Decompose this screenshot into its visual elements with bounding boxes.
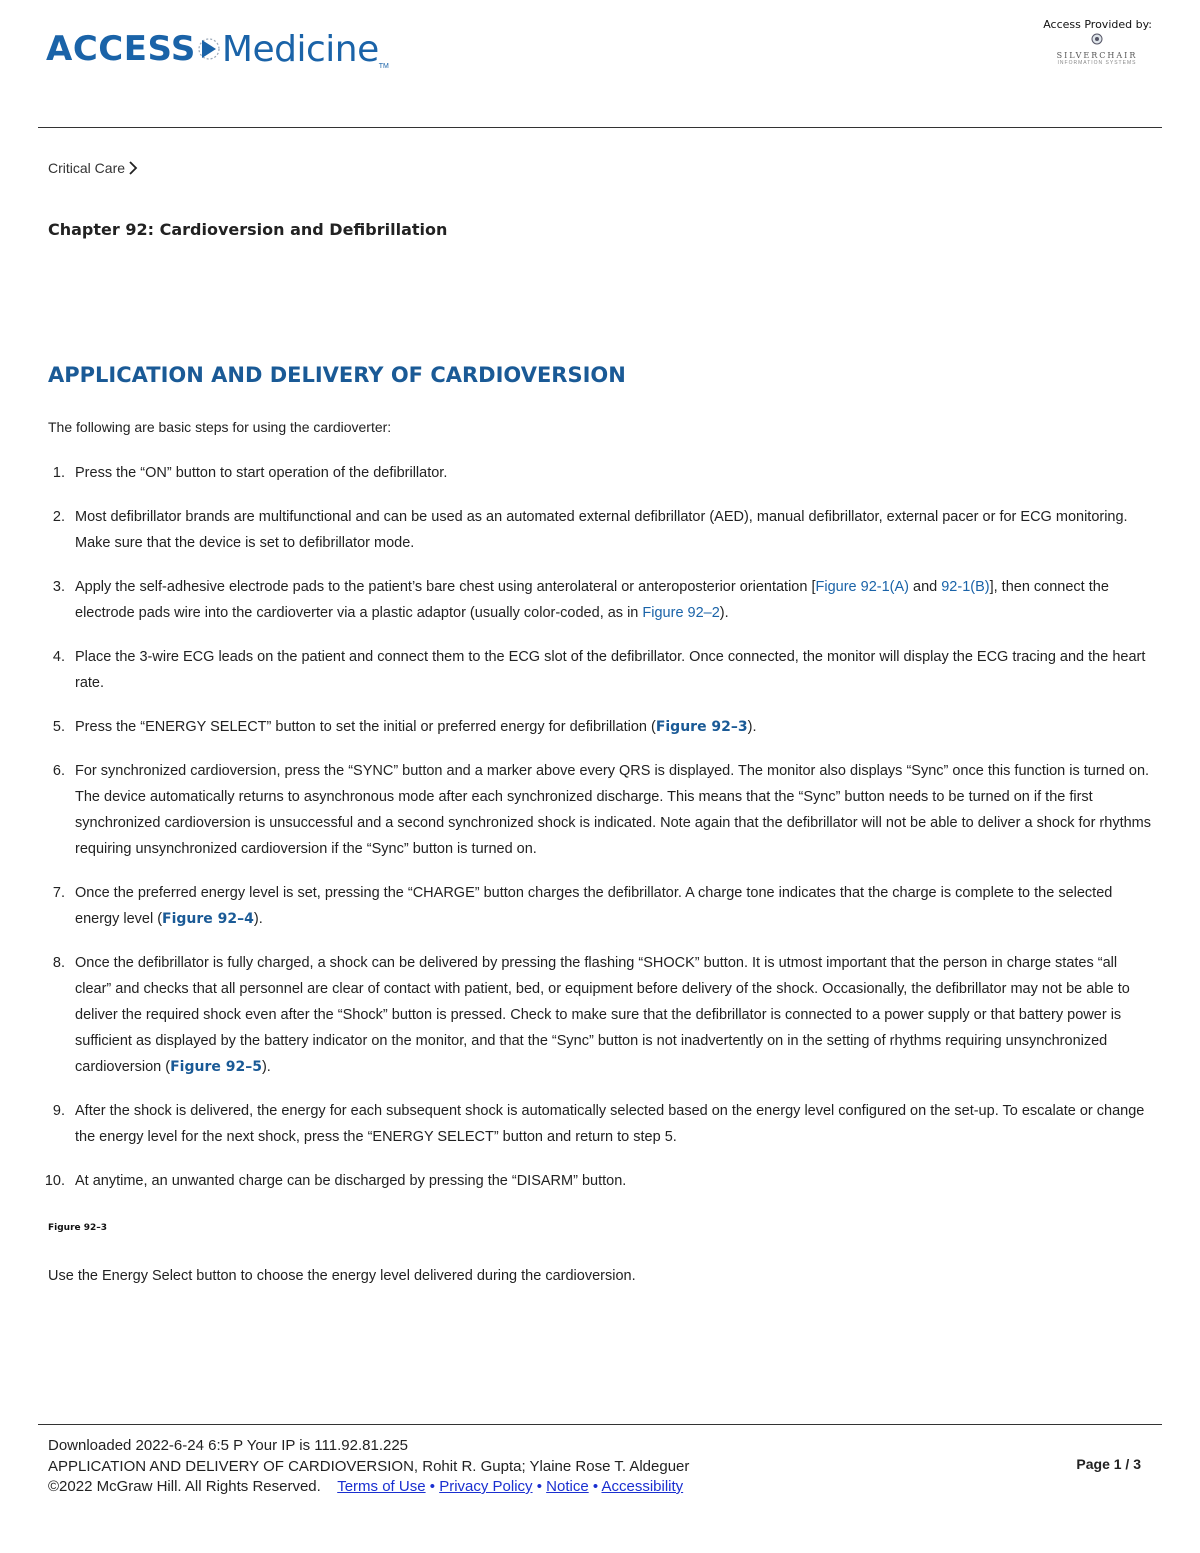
- intro-text: The following are basic steps for using the cardioverter:: [48, 419, 392, 435]
- step-text: Press the “ON” button to start operation of the defibrillator.: [75, 465, 448, 481]
- step-item: [48, 574, 1152, 626]
- step-item: [48, 950, 1152, 1080]
- step-text: Apply the self-adhesive electrode pads to the patient’s bare chest using anterolateral or anteroposterior orientation [: [75, 579, 816, 595]
- step-text: At anytime, an unwanted charge can be discharged by pressing the “DISARM” button.: [75, 1173, 627, 1189]
- steps-list: [44, 460, 1152, 1212]
- figure-link[interactable]: Figure 92–5: [170, 1059, 262, 1075]
- step-item: [48, 758, 1152, 862]
- step-text: For synchronized cardioversion, press the “SYNC” button and a marker above every QRS is displayed. The monitor also displays “Sync” once this function is turned on. The device automatically returns to asynchronous mode after each synchronized discharge. This means that the “Sync” button needs to be turned on if the first synchronized cardioversion is unsuccessful and a second synchronized shock is indicated. Note again that the defibrillator will not be able to deliver a shock for rhythms requiring unsynchronized cardioversion if the “Sync” button is turned on.: [75, 763, 1151, 857]
- step-text: and: [908, 579, 942, 595]
- step-text: Most defibrillator brands are multifunctional and can be used as an automated external defibrillator (AED), manual defibrillator, external pacer or for ECG monitoring. Make sure that the device is set to defibrillator mode.: [75, 509, 1128, 551]
- provider-logo-name: SILVERCHAIR: [1056, 51, 1138, 60]
- logo-access-text: ACCESS: [46, 29, 196, 69]
- step-number: 5.: [52, 719, 65, 735]
- figure-reference-link[interactable]: 92-1(B): [941, 579, 990, 595]
- footer-citation: APPLICATION AND DELIVERY OF CARDIOVERSION, Rohit R. Gupta; Ylaine Rose T. Aldeguer: [48, 1457, 690, 1475]
- step-text: ).: [719, 605, 729, 621]
- step-item: [48, 1098, 1152, 1150]
- figure-link[interactable]: Figure 92–4: [162, 911, 254, 927]
- figure-caption: Use the Energy Select button to choose the energy level delivered during the cardioversion.: [48, 1268, 636, 1284]
- step-text: ).: [747, 719, 757, 735]
- footer-copyright: ©2022 McGraw Hill. All Rights Reserved.: [48, 1478, 321, 1495]
- header-divider: [38, 127, 1162, 128]
- step-item: [48, 714, 1152, 740]
- access-provided-by: [1042, 18, 1152, 66]
- provided-by-label: Access Provided by:: [1043, 18, 1152, 31]
- step-item: [48, 644, 1152, 696]
- figure-reference-link[interactable]: Figure 92–2: [642, 605, 720, 621]
- accessmedicine-logo[interactable]: [46, 16, 389, 82]
- step-item: [48, 460, 1152, 486]
- breadcrumb-critical-care[interactable]: Critical Care: [48, 160, 126, 176]
- footer-separator: •: [536, 1478, 542, 1495]
- footer-separator: •: [592, 1478, 599, 1495]
- step-text: ).: [261, 1059, 271, 1075]
- step-item: [44, 1168, 1152, 1194]
- logo-arrow-icon: [198, 26, 220, 72]
- step-number: 10.: [44, 1173, 65, 1189]
- step-number: 2.: [52, 509, 65, 525]
- footer-divider: [38, 1424, 1162, 1425]
- step-number: 6.: [52, 763, 65, 779]
- chapter-title: Chapter 92: Cardioversion and Defibrillation: [48, 220, 448, 239]
- footer-separator: •: [429, 1478, 436, 1495]
- step-text: After the shock is delivered, the energy for each subsequent shock is automatically selected based on the energy level configured on the set-up. To escalate or change the energy level for the next shock, press the “ENERGY SELECT” button and return to step 5.: [75, 1103, 1145, 1145]
- logo-medicine-text: Medicine: [221, 28, 379, 70]
- figure-reference-link[interactable]: Figure 92-1(A): [815, 579, 909, 595]
- accessibility-link[interactable]: Accessibility: [601, 1478, 684, 1495]
- footer-downloaded: Downloaded 2022-6-24 6:5 P Your IP is 111.92.81.225: [48, 1437, 409, 1454]
- step-number: 7.: [52, 885, 65, 901]
- step-text: Once the preferred energy level is set, pressing the “CHARGE” button charges the defibrillator. A charge tone indicates that the charge is complete to the selected energy level (: [75, 885, 1113, 927]
- step-text: Once the defibrillator is fully charged, a shock can be delivered by pressing the flashing “SHOCK” button. It is utmost important that the person in charge states “all clear” and checks that all personnel are clear of contact with patient, bed, or equipment before delivery of the shock. Occasionally, the defibrillator may not be able to deliver the required shock even after the “Shock” button is pressed. Check to make sure that the defibrillator is connected to a power supply or that battery power is sufficient as displayed by the battery indicator on the monitor, and that the “Sync” button is not inadvertently on in the setting of rhythms requiring unsynchronized cardioversion (: [75, 955, 1130, 1075]
- step-item: [48, 504, 1152, 556]
- chevron-right-icon: [128, 160, 138, 176]
- provider-seal-icon: [1091, 33, 1103, 45]
- privacy-policy-link[interactable]: Privacy Policy: [439, 1478, 533, 1495]
- step-item: [48, 880, 1152, 932]
- step-number: 1.: [52, 465, 65, 481]
- terms-of-use-link[interactable]: Terms of Use: [337, 1478, 426, 1495]
- step-text: Place the 3-wire ECG leads on the patient and connect them to the ECG slot of the defibrillator. Once connected, the monitor will display the ECG tracing and the heart rate.: [75, 649, 1146, 691]
- breadcrumb: [48, 160, 138, 176]
- step-number: 8.: [52, 955, 65, 971]
- page-header: [0, 0, 1200, 128]
- provider-logo-subtitle: INFORMATION SYSTEMS: [1057, 60, 1137, 66]
- footer-legal: [48, 1477, 1148, 1498]
- section-title: APPLICATION AND DELIVERY OF CARDIOVERSION: [48, 363, 626, 387]
- page-number: Page 1 / 3: [1076, 1456, 1141, 1472]
- notice-link[interactable]: Notice: [546, 1478, 589, 1495]
- step-text: ).: [253, 911, 263, 927]
- page-footer: [48, 1436, 1148, 1498]
- figure-link[interactable]: Figure 92–3: [655, 719, 748, 735]
- step-number: 9.: [52, 1103, 65, 1119]
- logo-trademark: TM: [378, 63, 389, 70]
- step-text: Press the “ENERGY SELECT” button to set the initial or preferred energy for defibrillation (: [75, 719, 656, 735]
- step-number: 4.: [52, 649, 65, 665]
- figure-label: Figure 92–3: [48, 1223, 108, 1233]
- step-number: 3.: [52, 579, 65, 595]
- step-text: ], then connect the electrode pads wire into the cardioverter via a plastic adaptor (usually color-coded, as in: [75, 579, 1109, 621]
